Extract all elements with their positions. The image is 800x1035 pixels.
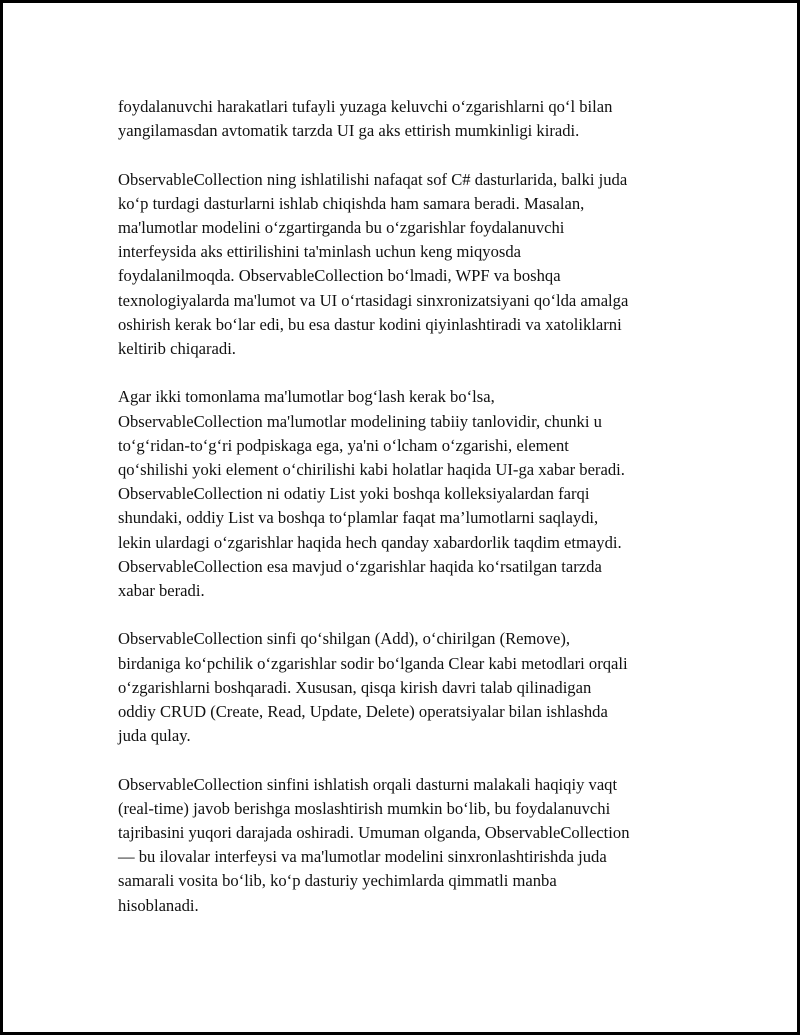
paragraph: [118, 385, 690, 603]
text-line: texnologiyalarda ma'lumot va UI o‘rtasidagi sinxronizatsiyani qo‘lda amalga: [118, 290, 629, 310]
paragraph: [118, 773, 690, 918]
text-line: ObservableCollection ni odatiy List yoki boshqa kolleksiyalardan farqi: [118, 484, 590, 504]
text-line: foydalanuvchi harakatlari tufayli yuzaga keluvchi o‘zgarishlarni qo‘l bilan: [118, 97, 613, 116]
text-line: o‘zgarishlarni boshqaradi. Xususan, qisqa kirish davri talab qilinadigan: [118, 677, 592, 697]
text-line: juda qulay.: [118, 726, 191, 746]
text-line: hisoblanadi.: [118, 895, 199, 915]
text-line: ObservableCollection esa mavjud o‘zgarishlar haqida ko‘rsatilgan tarzda: [118, 556, 602, 576]
text-line: xabar beradi.: [118, 581, 205, 601]
paragraph: [118, 627, 690, 748]
text-line: samarali vosita bo‘lib, ko‘p dasturiy yechimlarda qimmatli manba: [118, 871, 557, 891]
text-line: lekin ulardagi o‘zgarishlar haqida hech qanday xabardorlik taqdim etmaydi.: [118, 532, 622, 552]
text-line: interfeysida aks ettirilishini ta'minlash uchun keng miqyosda: [118, 242, 522, 262]
document-body: [118, 95, 690, 942]
text-line: keltirib chiqaradi.: [118, 339, 236, 359]
text-line: foydalanilmoqda. ObservableCollection bo‘lmadi, WPF va boshqa: [118, 266, 561, 286]
text-line: tajribasini yuqori darajada oshiradi. Umuman olganda, ObservableCollection: [118, 823, 630, 843]
text-line: ObservableCollection sinfini ishlatish orqali dasturni malakali haqiqiy vaqt: [118, 774, 618, 794]
text-line: ko‘p turdagi dasturlarni ishlab chiqishda ham samara beradi. Masalan,: [118, 193, 585, 213]
text-line: to‘g‘ridan-to‘g‘ri podpiskaga ega, ya'ni o‘lcham o‘zgarishi, element: [118, 435, 569, 455]
text-line: ma'lumotlar modelini o‘zgartirganda bu o‘zgarishlar foydalanuvchi: [118, 218, 565, 237]
paragraph: [118, 95, 690, 143]
text-line: ObservableCollection ning ishlatilishi nafaqat sof C# dasturlarida, balki juda: [118, 169, 628, 189]
text-line: oshirish kerak bo‘lar edi, bu esa dastur kodini qiyinlashtiradi va xatoliklarni: [118, 314, 622, 334]
text-line: Agar ikki tomonlama ma'lumotlar bog‘lash kerak bo‘lsa,: [118, 387, 495, 407]
text-line: shundaki, oddiy List va boshqa to‘plamlar faqat ma’lumotlarni saqlaydi,: [118, 508, 599, 528]
text-line: ObservableCollection ma'lumotlar modelining tabiiy tanlovidir, chunki u: [118, 411, 602, 431]
text-line: birdaniga ko‘pchilik o‘zgarishlar sodir bo‘lganda Clear kabi metodlari orqali: [118, 653, 628, 673]
text-line: ObservableCollection sinfi qo‘shilgan (Add), o‘chirilgan (Remove),: [118, 629, 571, 649]
text-line: — bu ilovalar interfeysi va ma'lumotlar modelini sinxronlashtirishda juda: [118, 847, 607, 867]
text-line: qo‘shilishi yoki element o‘chirilishi kabi holatlar haqida UI-ga xabar beradi.: [118, 460, 625, 480]
text-line: yangilamasdan avtomatik tarzda UI ga aks ettirish mumkinligi kiradi.: [118, 121, 580, 141]
paragraph: [118, 168, 690, 362]
text-line: oddiy CRUD (Create, Read, Update, Delete) operatsiyalar bilan ishlashda: [118, 702, 608, 722]
text-line: (real-time) javob berishga moslashtirish mumkin bo‘lib, bu foydalanuvchi: [118, 798, 611, 818]
